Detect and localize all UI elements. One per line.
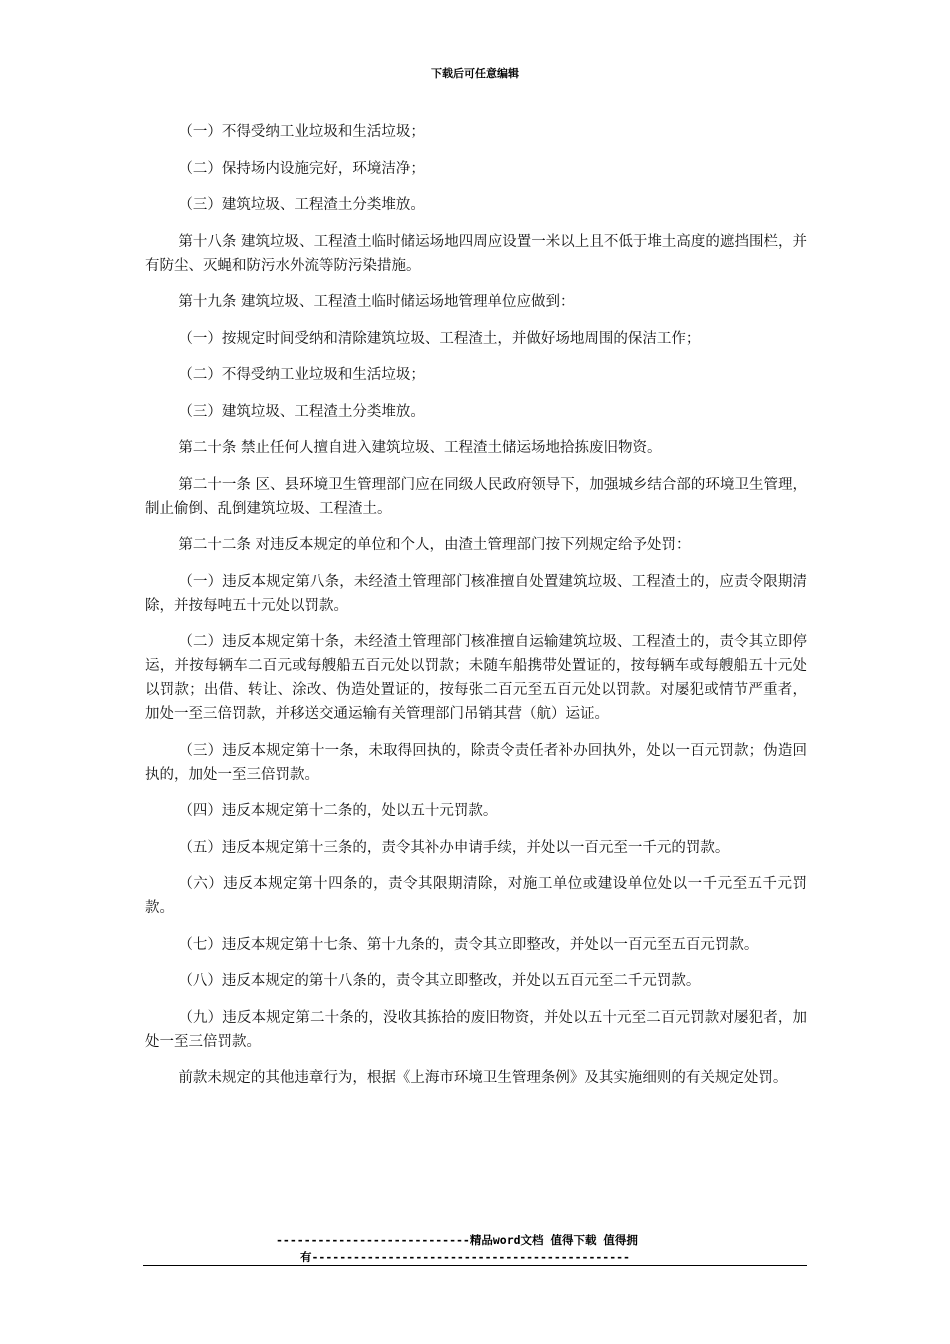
paragraph: 第十九条 建筑垃圾、工程渣土临时储运场地管理单位应做到： <box>178 294 575 310</box>
paragraph: （三）建筑垃圾、工程渣土分类堆放。 <box>178 403 425 420</box>
paragraph: 第十八条 建筑垃圾、工程渣土临时储运场地四周应设置一米以上且不低于堆土高度的遮挡围栏，并有防尘、灭蝇和防污水外流等防污染措施。 <box>145 233 807 274</box>
footer-divider <box>143 1265 807 1266</box>
paragraph: 前款未规定的其他违章行为，根据《上海市环境卫生管理条例》及其实施细则的有关规定处罚。 <box>178 1070 788 1086</box>
paragraph: 第二十一条 区、县环境卫生管理部门应在同级人民政府领导下，加强城乡结合部的环境卫生管理，制止偷倒、乱倒建筑垃圾、工程渣土。 <box>145 476 807 517</box>
paragraph: （九）违反本规定第二十条的，没收其拣拾的废旧物资，并处以五十元至二百元罚款对屡犯者，加处一至三倍罚款。 <box>145 1009 807 1050</box>
document-body <box>145 120 807 1103</box>
paragraph: （四）违反本规定第十二条的，处以五十元罚款。 <box>178 803 498 819</box>
paragraph: 第二十条 禁止任何人擅自进入建筑垃圾、工程渣土储运场地拾拣废旧物资。 <box>178 440 662 456</box>
paragraph: （一）不得受纳工业垃圾和生活垃圾； <box>178 124 425 140</box>
paragraph: 第二十二条 对违反本规定的单位和个人，由渣土管理部门按下列规定给予处罚： <box>178 537 691 553</box>
paragraph: （二）保持场内设施完好，环境洁净； <box>178 160 425 177</box>
footer-promo-line-2: 有---------------------------------------------- <box>300 1250 630 1264</box>
paragraph: （一）按规定时间受纳和清除建筑垃圾、工程渣土，并做好场地周围的保洁工作； <box>178 330 701 347</box>
page-header: 下载后可任意编辑 <box>431 67 519 80</box>
paragraph: （八）违反本规定的第十八条的，责令其立即整改，并处以五百元至二千元罚款。 <box>178 973 701 989</box>
paragraph: （三）建筑垃圾、工程渣土分类堆放。 <box>178 197 425 213</box>
paragraph: （五）违反本规定第十三条的，责令其补办申请手续，并处以一百元至一千元的罚款。 <box>178 839 730 856</box>
paragraph: （六）违反本规定第十四条的，责令其限期清除，对施工单位或建设单位处以一千元至五千元罚款。 <box>145 876 807 916</box>
paragraph: （二）违反本规定第十条，未经渣土管理部门核准擅自运输建筑垃圾、工程渣土的，责令其立即停运，并按每辆车二百元或每艘船五百元处以罚款；未随车船携带处置证的，按每辆车或每艘船五十元处以罚款；出借、转让、涂改、伪造处置证的，按每张二百元至五百元处以罚款。对屡犯或情节严重者，加处一至三倍罚款，并移送交通运输有关管理部门吊销其营（航）运证。 <box>145 634 807 722</box>
footer-promo-line-1: ----------------------------精品word文档 值得下载 值得拥 <box>276 1233 638 1247</box>
paragraph: （七）违反本规定第十七条、第十九条的，责令其立即整改，并处以一百元至五百元罚款。 <box>178 936 759 953</box>
paragraph: （一）违反本规定第八条，未经渣土管理部门核准擅自处置建筑垃圾、工程渣土的，应责令限期清除，并按每吨五十元处以罚款。 <box>145 573 807 614</box>
paragraph: （三）违反本规定第十一条，未取得回执的，除责令责任者补办回执外，处以一百元罚款；伪造回执的，加处一至三倍罚款。 <box>145 742 807 783</box>
paragraph: （二）不得受纳工业垃圾和生活垃圾； <box>178 367 425 383</box>
